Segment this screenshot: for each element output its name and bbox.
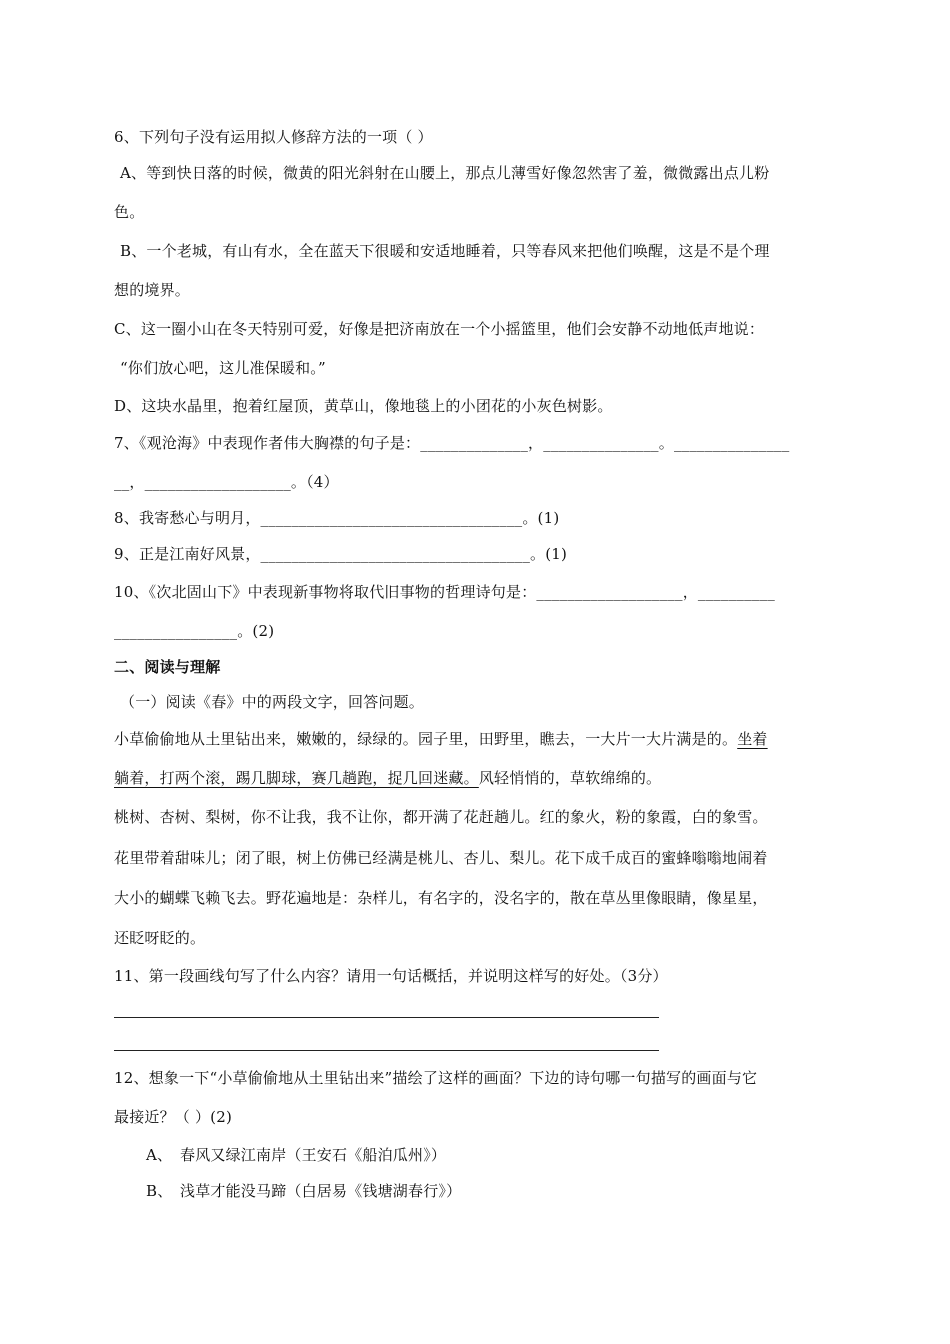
passage-paragraph-1-cont (114, 768, 838, 788)
underlined-sentence: 坐着 (737, 730, 768, 748)
question-6-option-b-cont: 想的境界。 (114, 281, 191, 299)
question-9: 9、正是江南好风景，___________________________________。(1) (114, 545, 568, 563)
underlined-sentence: 躺着，打两个滚，踢几脚球，赛几趟跑，捉几回迷藏。 (114, 769, 479, 787)
question-7: 7、《观沧海》中表现作者伟大胸襟的句子是：______________，_______________。_______________ (114, 434, 790, 452)
section-heading: 二、阅读与理解 (114, 658, 221, 676)
question-10-cont: ________________。(2) (114, 622, 275, 640)
option-text: 浅草才能没马蹄（白居易《钱塘湖春行》） (180, 1182, 462, 1200)
passage-paragraph-2-cont: 还眨呀眨的。 (114, 929, 206, 947)
passage-paragraph-1 (114, 729, 838, 749)
question-6-option-b: B、一个老城，有山有水，全在蓝天下很暖和安适地睡着，只等春风来把他们唤醒，这是不是个理 (120, 242, 770, 260)
question-11: 11、第一段画线句写了什么内容？请用一句话概括，并说明这样写的好处。（3分） (114, 967, 668, 985)
question-12-option-a (146, 1145, 838, 1165)
question-6-option-a-cont: 色。 (114, 203, 145, 221)
question-12: 12、想象一下“小草偷偷地从土里钻出来”描绘了这样的画面？下边的诗句哪一句描写的画面与它 (114, 1069, 758, 1087)
option-text: 春风又绿江南岸（王安石《船泊瓜州》） (180, 1146, 447, 1164)
option-label: A、 (146, 1146, 173, 1164)
question-6-option-c: C、这一圈小山在冬天特别可爱，好像是把济南放在一个小摇篮里，他们会安静不动地低声地说： (114, 320, 765, 338)
question-7-cont: __，___________________。（4） (114, 473, 339, 491)
question-6-option-d: D、这块水晶里，抱着红屋顶，黄草山，像地毯上的小团花的小灰色树影。 (114, 397, 613, 415)
answer-line[interactable] (114, 1017, 659, 1018)
question-8: 8、我寄愁心与明月，__________________________________。(1) (114, 509, 560, 527)
passage-paragraph-2-cont: 大小的蝴蝶飞赖飞去。野花遍地是：杂样儿，有名字的，没名字的，散在草丛里像眼睛，像星星， (114, 889, 768, 907)
question-12-cont: 最接近？（ ）(2) (114, 1108, 233, 1126)
question-12-option-b (146, 1181, 838, 1201)
answer-line[interactable] (114, 1050, 659, 1051)
question-6-stem: 6、下列句子没有运用拟人修辞方法的一项（ ） (114, 128, 433, 146)
passage-paragraph-2-cont: 花里带着甜味儿；闭了眼，树上仿佛已经满是桃儿、杏儿、梨儿。花下成千成百的蜜蜂嗡嗡地闹着 (114, 849, 768, 867)
passage-text: 小草偷偷地从土里钻出来，嫩嫩的，绿绿的。园子里，田野里，瞧去，一大片一大片满是的。 (114, 730, 738, 748)
passage-paragraph-2: 桃树、杏树、梨树，你不让我，我不让你，都开满了花赶趟儿。红的象火，粉的象霞，白的象雪。 (114, 808, 768, 826)
question-6-option-a: A、等到快日落的时候，微黄的阳光斜射在山腰上，那点儿薄雪好像忽然害了羞，微微露出点儿粉 (120, 164, 770, 182)
question-6-option-c-cont: “你们放心吧，这儿准保暖和。” (120, 359, 326, 377)
question-10: 10、《次北固山下》中表现新事物将取代旧事物的哲理诗句是：___________________，__________ (114, 583, 775, 601)
passage-text: 风轻悄悄的，草软绵绵的。 (478, 769, 662, 787)
option-label: B、 (146, 1182, 173, 1200)
reading-intro: （一）阅读《春》中的两段文字，回答问题。 (120, 693, 425, 711)
